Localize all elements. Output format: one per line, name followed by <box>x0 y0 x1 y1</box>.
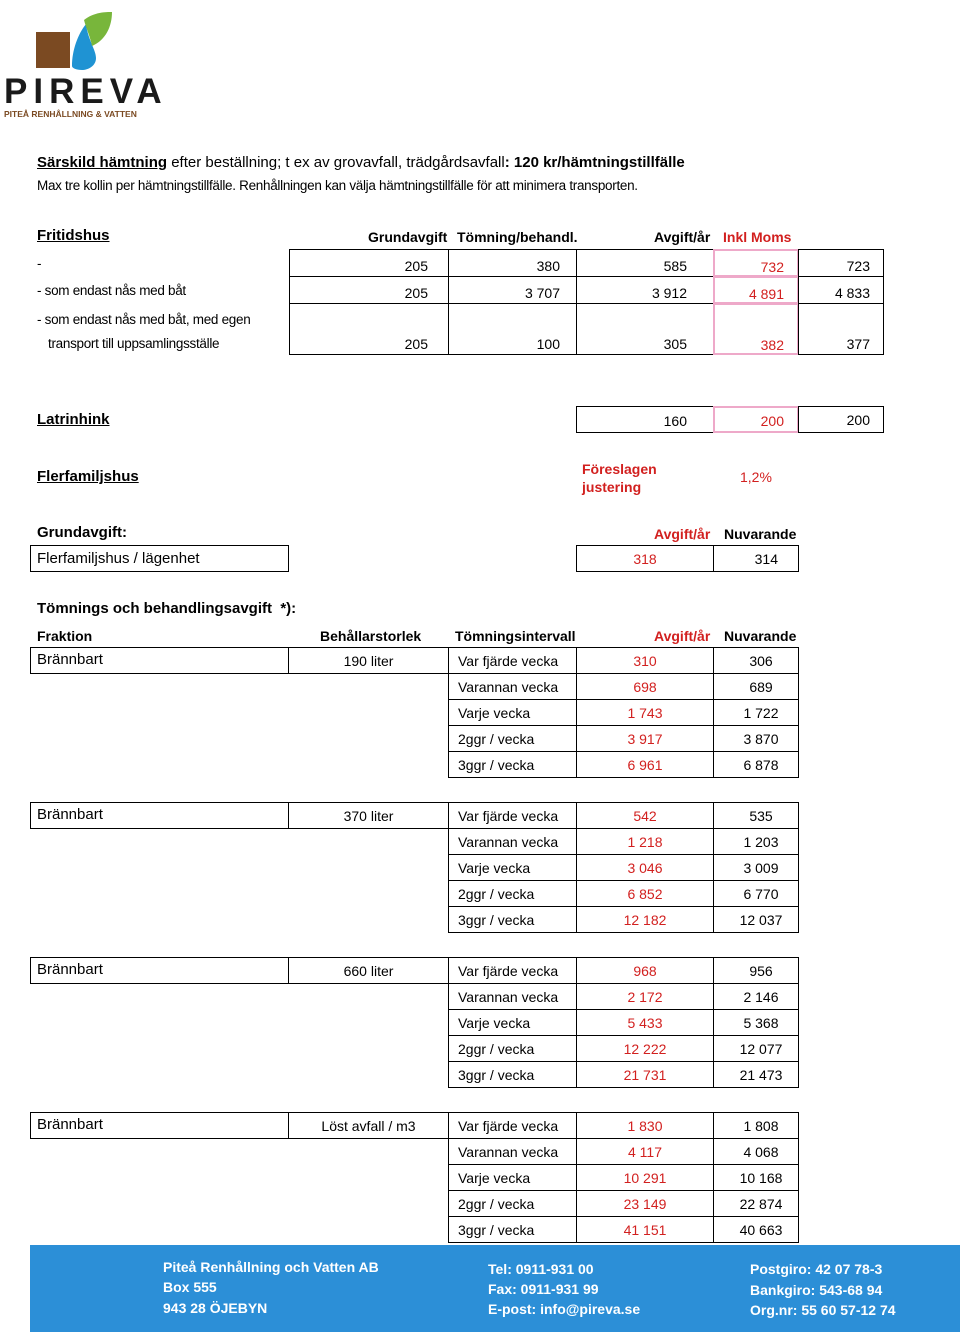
avgift-cell: 21 731 <box>576 1061 714 1088</box>
avgift-cell: 1 743 <box>576 699 714 726</box>
avgift-cell: 968 <box>576 957 714 984</box>
current-cell: 12 077 <box>713 1035 799 1062</box>
logo-mark-icon <box>34 10 114 70</box>
current-cell: 40 663 <box>713 1216 799 1243</box>
current-cell: 956 <box>713 957 799 984</box>
fritidshus-moms-cell: 382 <box>713 303 799 355</box>
avgift-cell: 3 046 <box>576 854 714 881</box>
avgift-cell: 5 433 <box>576 1009 714 1036</box>
fraktion-cell: Brännbart <box>30 1112 289 1139</box>
interval-cell: Var fjärde vecka <box>448 1112 577 1139</box>
latrinhink-moms: 200 <box>713 406 799 433</box>
interval-cell: Varannan vecka <box>448 983 577 1010</box>
current-cell: 535 <box>713 802 799 829</box>
flerfamiljshus-title: Flerfamiljshus <box>37 468 139 485</box>
avgift-cell: 41 151 <box>576 1216 714 1243</box>
interval-cell: 3ggr / vecka <box>448 1216 577 1243</box>
interval-cell: Varje vecka <box>448 854 577 881</box>
fritidshus-row-label: - som endast nås med båt <box>37 283 186 298</box>
justering-value: 1,2% <box>740 469 772 485</box>
col-avgift: Avgift/år <box>654 628 711 644</box>
avgift-cell: 12 182 <box>576 906 714 933</box>
current-cell: 306 <box>713 647 799 674</box>
avgift-cell: 3 917 <box>576 725 714 752</box>
flerfamiljshus-row-avgift: 318 <box>576 545 714 572</box>
grund-header-avgift: Avgift/år <box>654 526 711 542</box>
avgift-cell: 10 291 <box>576 1164 714 1191</box>
avgift-cell: 1 218 <box>576 828 714 855</box>
current-cell: 1 203 <box>713 828 799 855</box>
fritidshus-tomning-cell: 380 <box>448 249 577 277</box>
interval-cell: Varannan vecka <box>448 673 577 700</box>
fritidshus-avgift-cell: 305 <box>576 303 714 355</box>
current-cell: 2 146 <box>713 983 799 1010</box>
logo <box>0 0 170 125</box>
col-fraktion: Fraktion <box>37 628 93 644</box>
interval-cell: 3ggr / vecka <box>448 751 577 778</box>
grundavgift-title: Grundavgift: <box>37 524 127 541</box>
header-tomning: Tömning/behandl. <box>457 229 578 245</box>
interval-cell: Varje vecka <box>448 1009 577 1036</box>
footer-bankgiro: Bankgiro: 543-68 94 <box>750 1282 883 1298</box>
fritidshus-grund-cell: 205 <box>289 276 449 304</box>
tomning-title: Tömnings och behandlingsavgift *): <box>37 600 297 617</box>
avgift-cell: 4 117 <box>576 1138 714 1165</box>
avgift-cell: 12 222 <box>576 1035 714 1062</box>
intro-heading-price: : 120 kr/hämtningstillfälle <box>504 154 685 171</box>
header-inkl-moms: Inkl Moms <box>723 229 792 245</box>
col-nuvarande: Nuvarande <box>724 628 797 644</box>
size-cell: 370 liter <box>288 802 449 829</box>
footer-postgiro: Postgiro: 42 07 78-3 <box>750 1261 883 1277</box>
size-cell: 190 liter <box>288 647 449 674</box>
fritidshus-moms-cell: 4 891 <box>713 276 799 304</box>
header-grundavgift: Grundavgift <box>368 229 448 245</box>
header-avgift: Avgift/år <box>654 229 711 245</box>
current-cell: 6 770 <box>713 880 799 907</box>
fritidshus-tomning-cell: 3 707 <box>448 276 577 304</box>
current-cell: 6 878 <box>713 751 799 778</box>
interval-cell: Var fjärde vecka <box>448 802 577 829</box>
interval-cell: Varannan vecka <box>448 828 577 855</box>
flerfamiljshus-row-label: Flerfamiljshus / lägenhet <box>30 545 289 572</box>
interval-cell: 2ggr / vecka <box>448 1190 577 1217</box>
grund-header-nuvarande: Nuvarande <box>724 526 797 542</box>
current-cell: 1 722 <box>713 699 799 726</box>
current-cell: 22 874 <box>713 1190 799 1217</box>
flerfamiljshus-row-current: 314 <box>713 545 799 572</box>
interval-cell: Varje vecka <box>448 699 577 726</box>
current-cell: 21 473 <box>713 1061 799 1088</box>
interval-cell: Varje vecka <box>448 1164 577 1191</box>
footer-box: Box 555 <box>163 1279 217 1295</box>
fritidshus-row-label: - som endast nås med båt, med egen transport till uppsamlingsställe <box>37 312 251 351</box>
fritidshus-current-cell: 377 <box>798 303 884 355</box>
interval-cell: 2ggr / vecka <box>448 880 577 907</box>
fritidshus-row-label: - <box>37 256 42 271</box>
fritidshus-current-cell: 723 <box>798 249 884 277</box>
foreslagen-label: Föreslagen justering <box>582 461 657 495</box>
interval-cell: Var fjärde vecka <box>448 957 577 984</box>
fritidshus-current-cell: 4 833 <box>798 276 884 304</box>
avgift-cell: 6 852 <box>576 880 714 907</box>
current-cell: 689 <box>713 673 799 700</box>
footer-city: 943 28 ÖJEBYN <box>163 1300 268 1316</box>
fritidshus-avgift-cell: 585 <box>576 249 714 277</box>
avgift-cell: 6 961 <box>576 751 714 778</box>
col-intervall: Tömningsintervall <box>455 628 576 644</box>
size-cell: 660 liter <box>288 957 449 984</box>
intro-heading-underlined: Särskild hämtning <box>37 154 168 171</box>
fritidshus-grund-cell: 205 <box>289 303 449 355</box>
footer <box>30 1245 960 1332</box>
latrinhink-current: 200 <box>798 406 884 433</box>
fraktion-cell: Brännbart <box>30 957 289 984</box>
interval-cell: 3ggr / vecka <box>448 906 577 933</box>
footer-tel: Tel: 0911-931 00 <box>488 1261 594 1277</box>
intro-line: Max tre kollin per hämtningstillfälle. Renhållningen kan välja hämtningstillfälle för att minimera transporten. <box>37 178 638 193</box>
fraktion-cell: Brännbart <box>30 647 289 674</box>
footer-email: E-post: info@pireva.se <box>488 1301 641 1317</box>
current-cell: 12 037 <box>713 906 799 933</box>
interval-cell: Varannan vecka <box>448 1138 577 1165</box>
interval-cell: 3ggr / vecka <box>448 1061 577 1088</box>
footer-fax: Fax: 0911-931 99 <box>488 1281 599 1297</box>
latrinhink-title: Latrinhink <box>37 411 110 428</box>
avgift-cell: 698 <box>576 673 714 700</box>
interval-cell: Var fjärde vecka <box>448 647 577 674</box>
current-cell: 3 870 <box>713 725 799 752</box>
avgift-cell: 310 <box>576 647 714 674</box>
footer-company: Piteå Renhållning och Vatten AB <box>163 1259 379 1275</box>
logo-wordmark: PIREVA <box>4 72 168 111</box>
footer-orgnr: Org.nr: 55 60 57-12 74 <box>750 1302 896 1318</box>
current-cell: 10 168 <box>713 1164 799 1191</box>
fritidshus-title: Fritidshus <box>37 227 110 244</box>
latrinhink-avgift: 160 <box>576 406 714 433</box>
interval-cell: 2ggr / vecka <box>448 725 577 752</box>
current-cell: 4 068 <box>713 1138 799 1165</box>
fritidshus-avgift-cell: 3 912 <box>576 276 714 304</box>
fritidshus-tomning-cell: 100 <box>448 303 577 355</box>
current-cell: 3 009 <box>713 854 799 881</box>
interval-cell: 2ggr / vecka <box>448 1035 577 1062</box>
current-cell: 1 808 <box>713 1112 799 1139</box>
fritidshus-moms-cell: 732 <box>713 249 799 277</box>
size-cell: Löst avfall / m3 <box>288 1112 449 1139</box>
logo-subtitle: PITEÅ RENHÅLLNING & VATTEN <box>4 109 137 119</box>
avgift-cell: 23 149 <box>576 1190 714 1217</box>
intro-heading-text: efter beställning; t ex av grovavfall, trädgårdsavfall <box>167 154 505 171</box>
fraktion-cell: Brännbart <box>30 802 289 829</box>
col-behallare: Behållarstorlek <box>320 628 422 644</box>
avgift-cell: 1 830 <box>576 1112 714 1139</box>
fritidshus-grund-cell: 205 <box>289 249 449 277</box>
current-cell: 5 368 <box>713 1009 799 1036</box>
avgift-cell: 542 <box>576 802 714 829</box>
avgift-cell: 2 172 <box>576 983 714 1010</box>
intro-heading <box>37 154 685 171</box>
